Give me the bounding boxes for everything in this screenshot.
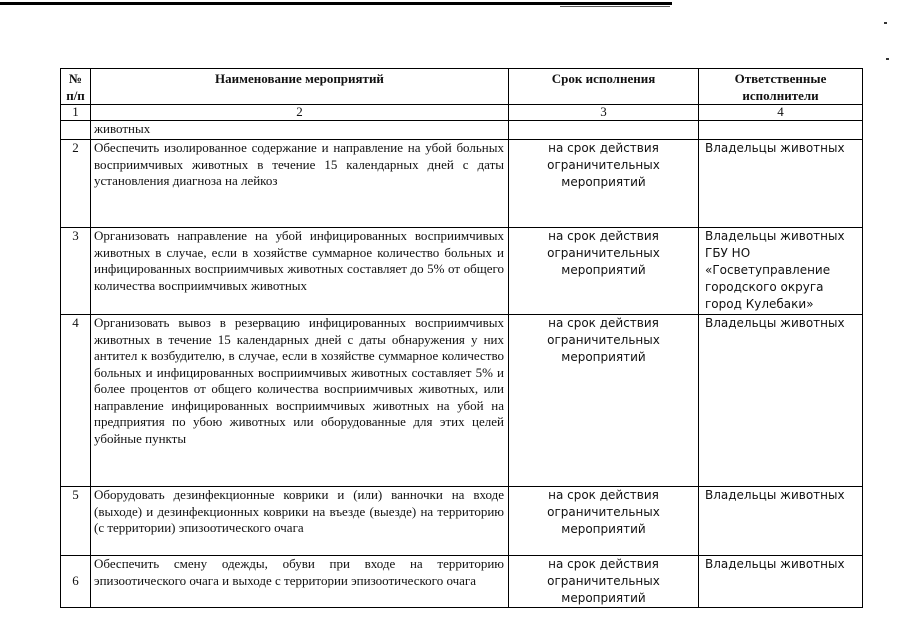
top-border-line-thin xyxy=(560,6,670,7)
measure-term: на срок действия ограничительных мероприятий xyxy=(509,140,699,228)
continuation-text: животных xyxy=(91,121,509,140)
row-number: 6 xyxy=(61,556,91,608)
table-row xyxy=(61,315,863,487)
table-row xyxy=(61,556,863,608)
measure-name: Обеспечить смену одежды, обуви при входе на территорию эпизоотического очага и выходе с территории эпизоотического очага xyxy=(91,556,509,608)
row-number: 4 xyxy=(61,315,91,487)
header-term: Срок исполнения xyxy=(509,69,699,105)
row-number: 5 xyxy=(61,487,91,556)
measures-table xyxy=(60,68,863,608)
measure-name: Обеспечить изолированное содержание и направление на убой больных восприимчивых животных в течение 15 календарных дней с даты установления диагноза на лейкоз xyxy=(91,140,509,228)
measure-responsible: Владельцы животных xyxy=(699,140,863,228)
header-responsible: Ответственные исполнители xyxy=(699,69,863,105)
measure-responsible: Владельцы животных xyxy=(699,487,863,556)
measure-term: на срок действия ограничительных мероприятий xyxy=(509,228,699,315)
column-number: 2 xyxy=(91,105,509,121)
measure-name: Организовать направление на убой инфицированных восприимчивых животных в случае, если в хозяйстве суммарное количество больных и инфицированных восприимчивых животных составляет до 5% от общего количества восприимчивых животных xyxy=(91,228,509,315)
measure-name: Организовать вывоз в резервацию инфицированных восприимчивых животных в течение 15 календарных дней с даты обнаружения у них антител к возбудителю, в случае, если в хозяйстве суммарное количество больных и инфицированных восприимчивых животных составляет 5% и более процентов от общего количества восприимчивых животных, или направление инфицированных восприимчивых животных на убой на предприятия по убою животных или оборудованные для этих целей убойные пункты xyxy=(91,315,509,487)
column-number: 1 xyxy=(61,105,91,121)
table-row xyxy=(61,228,863,315)
column-number: 3 xyxy=(509,105,699,121)
measure-responsible: Владельцы животных ГБУ НО «Госветуправление городского округа город Кулебаки» xyxy=(699,228,863,315)
measure-term: на срок действия ограничительных мероприятий xyxy=(509,556,699,608)
continuation-row xyxy=(61,121,863,140)
row-number: 2 xyxy=(61,140,91,228)
measure-term: на срок действия ограничительных мероприятий xyxy=(509,487,699,556)
measure-name: Оборудовать дезинфекционные коврики и (или) ванночки на входе (выходе) и дезинфекционных коврики на въезде (выезде) на территорию (с территории) эпизоотического очага xyxy=(91,487,509,556)
top-border-line xyxy=(0,2,672,5)
measure-responsible: Владельцы животных xyxy=(699,556,863,608)
table-row xyxy=(61,487,863,556)
header-num: № п/п xyxy=(61,69,91,105)
table-row xyxy=(61,140,863,228)
column-number-row xyxy=(61,105,863,121)
measure-term: на срок действия ограничительных мероприятий xyxy=(509,315,699,487)
column-number: 4 xyxy=(699,105,863,121)
scan-speck xyxy=(884,22,887,24)
scan-speck xyxy=(886,58,889,60)
row-number: 3 xyxy=(61,228,91,315)
measure-responsible: Владельцы животных xyxy=(699,315,863,487)
table-header-row xyxy=(61,69,863,105)
header-name: Наименование мероприятий xyxy=(91,69,509,105)
